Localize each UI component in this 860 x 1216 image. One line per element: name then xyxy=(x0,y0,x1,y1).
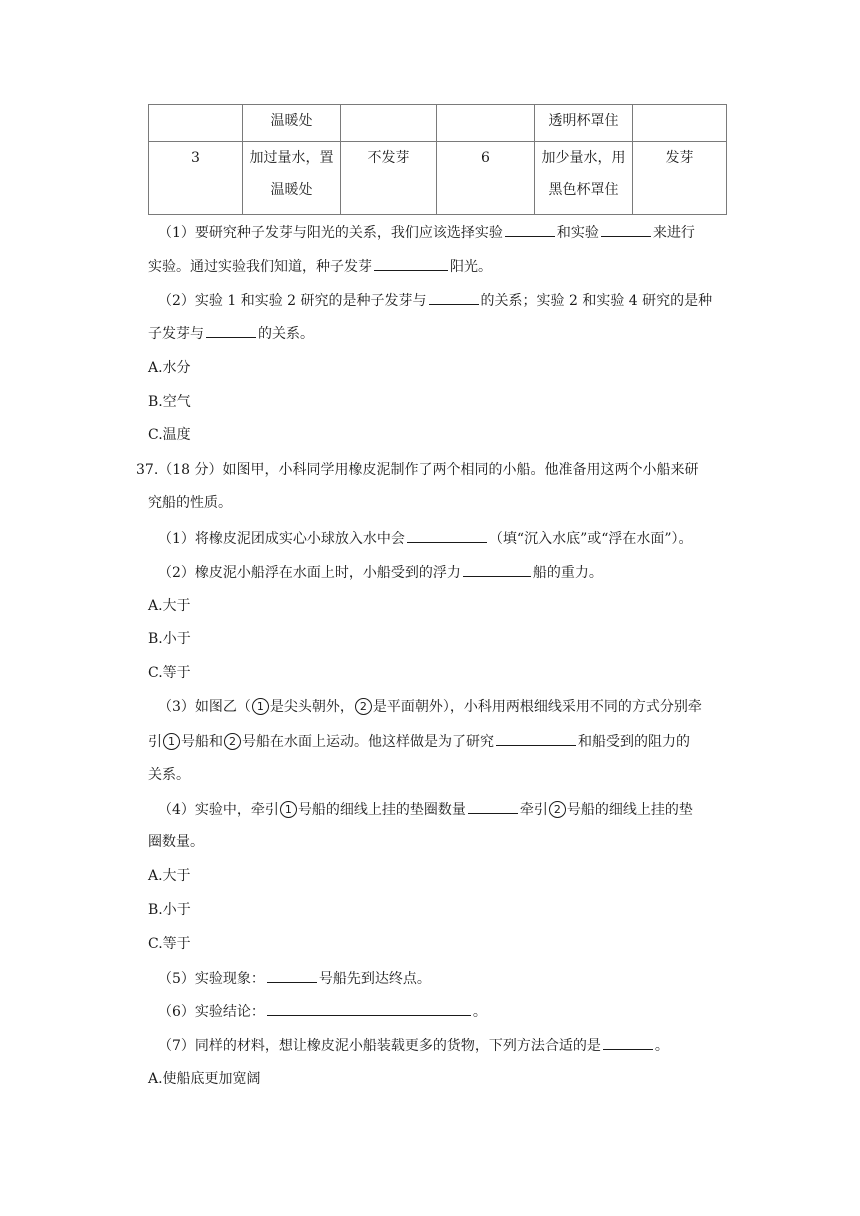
table-cell: 加过量水，置 温暖处 xyxy=(243,142,341,215)
answer-blank[interactable] xyxy=(407,528,487,543)
circled-number: 2 xyxy=(355,698,372,715)
option-a: A.大于 xyxy=(148,598,191,614)
experiment-table xyxy=(148,104,727,215)
table-cell: 加少量水，用 黑色杯罩住 xyxy=(535,142,633,215)
table-row xyxy=(149,142,727,215)
q37-part1: （1）将橡皮泥团成实心小球放入水中会 （填“沉入水底”或“浮在水面”）。 xyxy=(158,528,748,549)
q37-part6: （6）实验结论： 。 xyxy=(158,1001,748,1022)
option-c: C.温度 xyxy=(148,427,191,443)
option-a: A.使船底更加宽阔 xyxy=(148,1071,261,1087)
table-cell: 发芽 xyxy=(633,142,727,215)
q37-part4-line1: （4）实验中，牵引 1 号船的细线上挂的垫圈数量 牵引 2 号船的细线上挂的垫 xyxy=(158,799,748,820)
circled-number: 1 xyxy=(280,801,297,818)
option-c: C.等于 xyxy=(148,936,191,952)
table-row xyxy=(149,105,727,142)
q37-part7: （7）同样的材料，想让橡皮泥小船装载更多的货物，下列方法合适的是 。 xyxy=(158,1035,748,1056)
table-cell xyxy=(633,105,727,142)
option-a: A.大于 xyxy=(148,868,191,884)
circled-number: 1 xyxy=(252,698,269,715)
q37-part3-line2: 引 1 号船和 2 号船在水面上运动。他这样做是为了研究 和船受到的阻力的 xyxy=(148,731,738,752)
answer-blank[interactable] xyxy=(603,1035,653,1050)
q36-part1-line2: 实验。通过实验我们知道，种子发芽 阳光。 xyxy=(148,256,738,277)
answer-blank[interactable] xyxy=(374,256,448,271)
table-cell: 3 xyxy=(149,142,243,215)
answer-blank[interactable] xyxy=(496,731,576,746)
answer-blank[interactable] xyxy=(206,323,256,338)
option-c: C.等于 xyxy=(148,665,191,681)
answer-blank[interactable] xyxy=(601,222,651,237)
option-b: B.小于 xyxy=(148,631,191,647)
table-cell: 温暖处 xyxy=(243,105,341,142)
answer-blank[interactable] xyxy=(267,1001,471,1016)
q37-part3-line3: 关系。 xyxy=(148,767,190,783)
answer-blank[interactable] xyxy=(505,222,555,237)
table-cell xyxy=(149,105,243,142)
q37-part3-line1: （3）如图乙（ 1 是尖头朝外， 2 是平面朝外），小科用两根细线采用不同的方式分别牵 xyxy=(158,699,702,715)
table-cell: 透明杯罩住 xyxy=(535,105,633,142)
table-cell xyxy=(437,105,535,142)
q37-part4-line2: 圈数量。 xyxy=(148,834,204,850)
table-cell: 不发芽 xyxy=(341,142,437,215)
q37-part2: （2）橡皮泥小船浮在水面上时，小船受到的浮力 船的重力。 xyxy=(158,562,748,583)
answer-blank[interactable] xyxy=(267,968,317,983)
circled-number: 1 xyxy=(163,733,180,750)
answer-blank[interactable] xyxy=(429,290,479,305)
option-a: A.水分 xyxy=(148,360,191,376)
circled-number: 2 xyxy=(224,733,241,750)
q37-intro-line2: 究船的性质。 xyxy=(148,495,232,511)
q37-part5: （5）实验现象： 号船先到达终点。 xyxy=(158,968,748,989)
table-cell: 6 xyxy=(437,142,535,215)
answer-blank[interactable] xyxy=(463,562,531,577)
q36-part2-line2: 子发芽与 的关系。 xyxy=(148,323,738,344)
circled-number: 2 xyxy=(549,801,566,818)
table-cell xyxy=(341,105,437,142)
option-b: B.空气 xyxy=(148,394,191,410)
q37-intro-line1: 37.（18 分）如图甲，小科同学用橡皮泥制作了两个相同的小船。他准备用这两个小船来研 xyxy=(136,462,699,478)
answer-blank[interactable] xyxy=(468,799,518,814)
q36-part1-line1: （1）要研究种子发芽与阳光的关系，我们应该选择实验 和实验 来进行 xyxy=(158,222,748,243)
q36-part2-line1: （2）实验 1 和实验 2 研究的是种子发芽与 的关系；实验 2 和实验 4 研究的是种 xyxy=(158,290,748,311)
option-b: B.小于 xyxy=(148,902,191,918)
